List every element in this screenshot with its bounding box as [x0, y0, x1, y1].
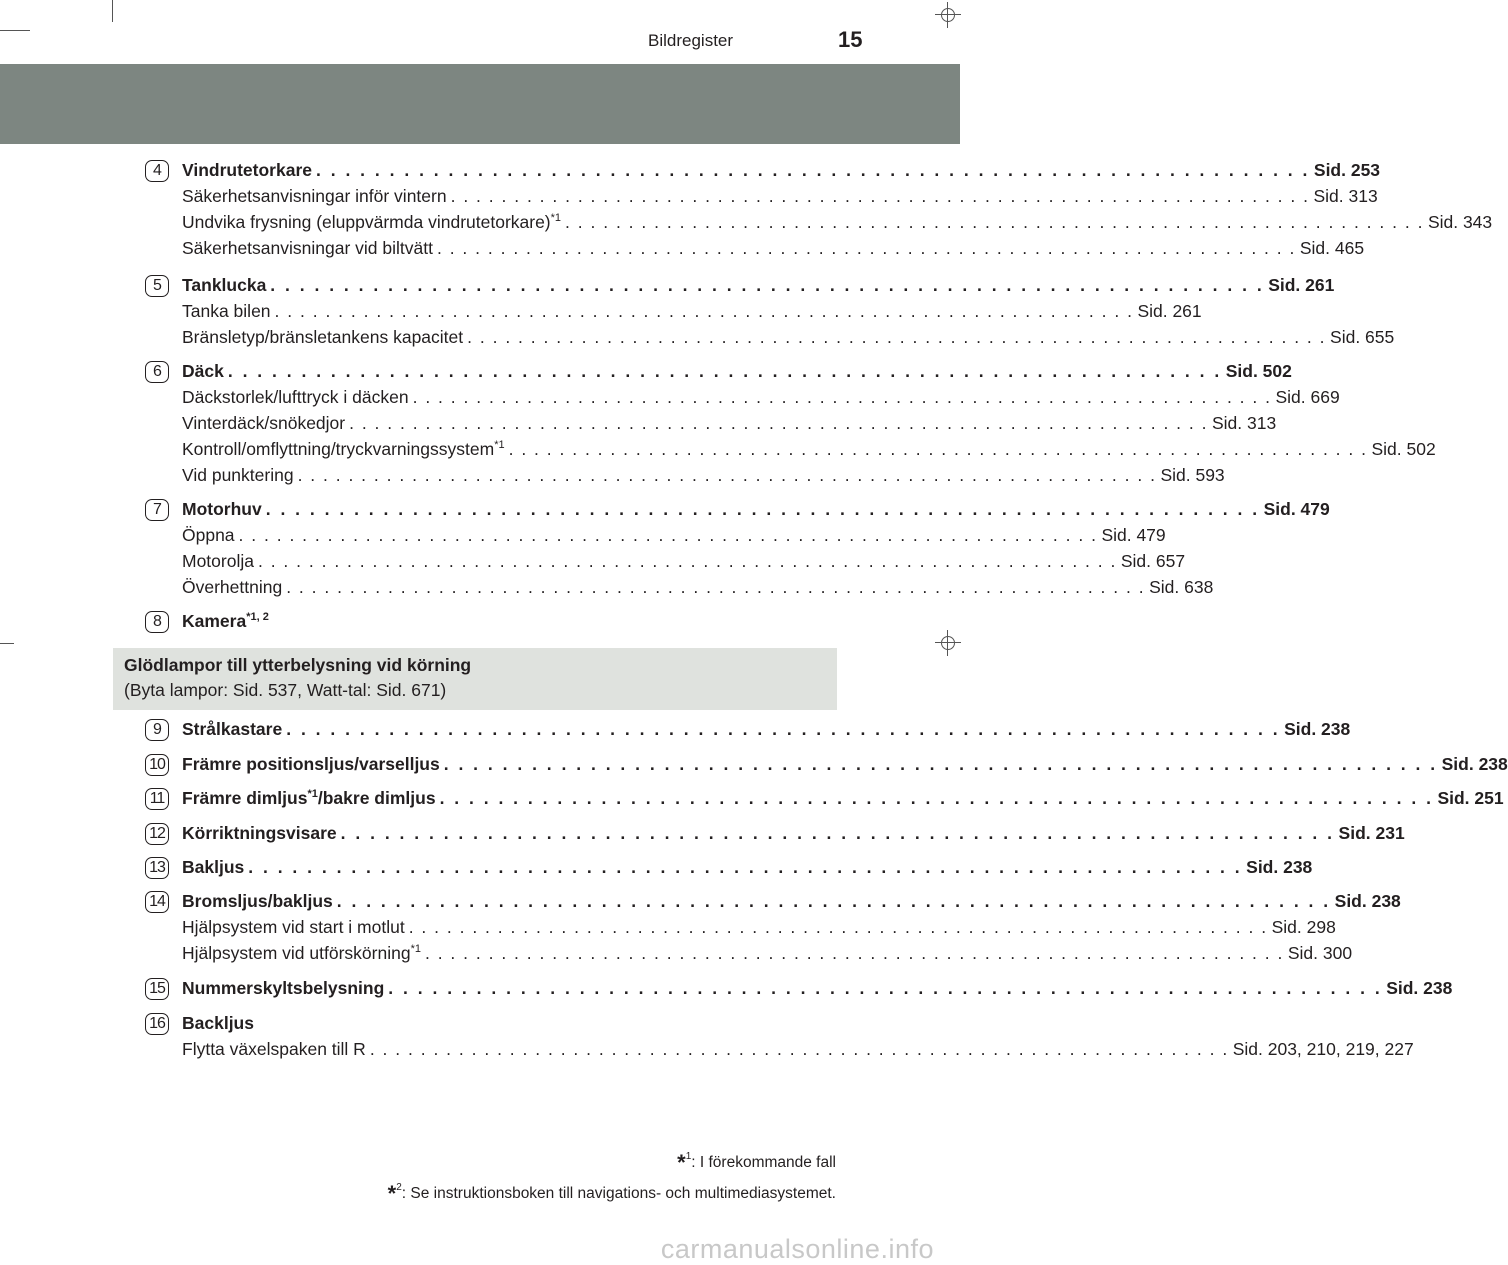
entry-5: [145, 275, 1395, 353]
page-reference: Sid. 669: [1275, 387, 1340, 407]
item-label: Säkerhetsanvisningar inför vintern: [182, 186, 447, 206]
page-reference: Sid. 300: [1287, 943, 1353, 963]
item-label: Motorolja: [182, 551, 254, 571]
item-label: Tanklucka: [182, 275, 267, 295]
page-reference: Sid. 238: [1334, 891, 1401, 911]
page-reference: Sid. 238: [1246, 857, 1313, 877]
dot-leader: . . . . . . . . . . . . . . . . . . . . . . . . . . . . . . . . . . . . . . . . . . . . . . . . . . . . . . . . . . . . . . . . . . . .: [508, 439, 1368, 459]
footnote-marker: *1: [410, 943, 421, 955]
item-label: Nummerskyltsbelysning: [182, 978, 385, 998]
entry-11: [145, 788, 1504, 814]
page-reference: Sid. 238: [1441, 754, 1508, 774]
entry-15: [145, 978, 1453, 1004]
dot-leader: . . . . . . . . . . . . . . . . . . . . . . . . . . . . . . . . . . . . . . . . . . . . . . . . . . . . . . . . . . . . . . . . . . . .: [265, 499, 1260, 519]
page-reference: Sid. 502: [1225, 361, 1292, 381]
page-reference: Sid. 231: [1338, 823, 1405, 843]
dot-leader: . . . . . . . . . . . . . . . . . . . . . . . . . . . . . . . . . . . . . . . . . . . . . . . . . . . . . . . . . . . . . . . . . . . .: [274, 301, 1134, 321]
item-label: Däckstorlek/lufttryck i däcken: [182, 387, 409, 407]
dot-leader: . . . . . . . . . . . . . . . . . . . . . . . . . . . . . . . . . . . . . . . . . . . . . . . . . . . . . . . . . . . . . . . . . . . .: [349, 413, 1208, 433]
item-label: Hjälpsystem vid utförskörning$^{*1}$: [182, 943, 421, 963]
crop-mark: [112, 0, 113, 22]
page-reference: Sid. 261: [1137, 301, 1202, 321]
item-label: Körriktningsvisare: [182, 823, 337, 843]
dot-leader: . . . . . . . . . . . . . . . . . . . . . . . . . . . . . . . . . . . . . . . . . . . . . . . . . . . . . . . . . . . . . . . . . . . .: [369, 1039, 1229, 1059]
entry-subitem: [182, 465, 1225, 491]
item-label: Säkerhetsanvisningar vid biltvätt: [182, 238, 433, 258]
entry-14: [145, 891, 1401, 969]
entry-subitem: [182, 943, 1353, 969]
entry-subitem: [182, 525, 1166, 551]
dot-leader: . . . . . . . . . . . . . . . . . . . . . . . . . . . . . . . . . . . . . . . . . . . . . . . . . . . . . . . . . . . . . . . . . . . .: [238, 525, 1098, 545]
item-label: Överhettning: [182, 577, 283, 597]
callout-number-badge: 15: [145, 978, 169, 1000]
callout-number-badge: 11: [145, 788, 169, 810]
page-reference: Sid. 657: [1120, 551, 1186, 571]
entry-subitem: [182, 577, 1214, 603]
entry-subitem: [182, 238, 1365, 264]
entry-heading: [182, 978, 1453, 1004]
dot-leader: . . . . . . . . . . . . . . . . . . . . . . . . . . . . . . . . . . . . . . . . . . . . . . . . . . . . . . . . . . . . . . . . . . . .: [467, 327, 1327, 347]
dot-leader: . . . . . . . . . . . . . . . . . . . . . . . . . . . . . . . . . . . . . . . . . . . . . . . . . . . . . . . . . . . . . . . . . . . .: [436, 238, 1296, 258]
dot-leader: . . . . . . . . . . . . . . . . . . . . . . . . . . . . . . . . . . . . . . . . . . . . . . . . . . . . . . . . . . . . . . . . . . . .: [439, 788, 1434, 808]
bulb-section-box: [113, 648, 837, 710]
footnote-2: *$^2$: Se instruktionsboken till navigations- och multimediasystemet.: [387, 1181, 836, 1206]
item-label: Backljus: [182, 1013, 254, 1033]
item-label: Bromsljus/bakljus: [182, 891, 333, 911]
item-label: Öppna: [182, 525, 235, 545]
bulb-section-title: Glödlampor till ytterbelysning vid körning: [124, 655, 472, 675]
dot-leader: . . . . . . . . . . . . . . . . . . . . . . . . . . . . . . . . . . . . . . . . . . . . . . . . . . . . . . . . . . . . . . . . . . . .: [565, 212, 1424, 232]
entry-heading: [182, 857, 1313, 883]
footnote-marker: *1, 2: [246, 611, 269, 623]
item-label: Vindrutetorkare: [182, 160, 312, 180]
page-reference: Sid. 343: [1427, 212, 1493, 232]
callout-number-badge: 16: [145, 1013, 169, 1035]
item-label: Strålkastare: [182, 719, 283, 739]
page-reference: Sid. 313: [1212, 413, 1277, 433]
entry-subitem: [182, 551, 1186, 577]
dot-leader: . . . . . . . . . . . . . . . . . . . . . . . . . . . . . . . . . . . . . . . . . . . . . . . . . . . . . . . . . . . . . . . . . . . .: [270, 275, 1265, 295]
crop-mark: [0, 30, 30, 31]
callout-number-badge: 8: [145, 611, 169, 633]
page-reference: Sid. 465: [1299, 238, 1365, 258]
entry-heading: [182, 891, 1401, 917]
page-reference: Sid. 251: [1437, 788, 1504, 808]
entry-subitem: [182, 212, 1493, 238]
item-label: Främre positionsljus/varselljus: [182, 754, 440, 774]
page-number: 15: [838, 27, 863, 52]
entry-subitem: [182, 327, 1395, 353]
entry-4: [145, 160, 1493, 264]
page-reference: Sid. 502: [1371, 439, 1436, 459]
entry-heading: [182, 499, 1330, 525]
item-label: Flytta växelspaken till R: [182, 1039, 366, 1059]
watermark: carmanualsonline.info: [660, 1234, 934, 1264]
callout-number-badge: 10: [145, 754, 169, 776]
footnote-marker: *1: [494, 439, 505, 451]
entry-heading: [182, 275, 1335, 301]
entry-subitem: [182, 186, 1378, 212]
callout-number-badge: 14: [145, 891, 169, 913]
dot-leader: . . . . . . . . . . . . . . . . . . . . . . . . . . . . . . . . . . . . . . . . . . . . . . . . . . . . . . . . . . . . . . . . . . . .: [450, 186, 1310, 206]
callout-number-badge: 7: [145, 499, 169, 521]
item-label: Främre dimljus$^{*1}$/bakre dimljus: [182, 788, 436, 808]
dot-leader: . . . . . . . . . . . . . . . . . . . . . . . . . . . . . . . . . . . . . . . . . . . . . . . . . . . . . . . . . . . . . . . . . . . .: [443, 754, 1438, 774]
page-reference: Sid. 479: [1101, 525, 1166, 545]
registration-mark: [935, 630, 961, 656]
dot-leader: . . . . . . . . . . . . . . . . . . . . . . . . . . . . . . . . . . . . . . . . . . . . . . . . . . . . . . . . . . . . . . . . . . . .: [227, 361, 1222, 381]
entry-9: [145, 719, 1351, 745]
footnote-marker: *1: [307, 788, 318, 800]
entry-subitem: [182, 413, 1277, 439]
entry-10: [145, 754, 1508, 780]
section-title: Bildregister: [648, 31, 734, 50]
item-label: Vid punktering: [182, 465, 294, 485]
entry-heading: [182, 788, 1504, 814]
callout-number-badge: 12: [145, 823, 169, 845]
page-reference: Sid. 238: [1386, 978, 1453, 998]
item-label: Hjälpsystem vid start i motlut: [182, 917, 405, 937]
page-reference: Sid. 638: [1149, 577, 1214, 597]
page-reference: Sid. 593: [1160, 465, 1225, 485]
dot-leader: . . . . . . . . . . . . . . . . . . . . . . . . . . . . . . . . . . . . . . . . . . . . . . . . . . . . . . . . . . . . . . . . . . . .: [286, 577, 1146, 597]
callout-number-badge: 5: [145, 275, 169, 297]
entry-8: [145, 611, 801, 637]
item-label: Kamera$^{*1, 2}$: [182, 611, 269, 631]
dot-leader: . . . . . . . . . . . . . . . . . . . . . . . . . . . . . . . . . . . . . . . . . . . . . . . . . . . . . . . . . . . . . . . . . . . .: [257, 551, 1117, 571]
item-label: Vinterdäck/snökedjor: [182, 413, 346, 433]
footnote-1: *$^1$: I förekommande fall: [677, 1150, 836, 1175]
entry-heading: [182, 160, 1381, 186]
callout-number-badge: 4: [145, 160, 169, 182]
page-reference: Sid. 238: [1284, 719, 1351, 739]
entry-13: [145, 857, 1313, 883]
entry-6: [145, 361, 1436, 491]
entry-heading: [182, 719, 1351, 745]
entry-heading: [182, 611, 801, 637]
entry-subitem: [182, 439, 1436, 465]
page-reference: Sid. 261: [1268, 275, 1335, 295]
entry-12: [145, 823, 1405, 849]
callout-number-badge: 9: [145, 719, 169, 741]
bulb-section-subtitle: (Byta lampor: Sid. 537, Watt-tal: Sid. 671): [124, 680, 447, 700]
page-reference: Sid. 203, 210, 219, 227: [1232, 1039, 1414, 1059]
dot-leader: . . . . . . . . . . . . . . . . . . . . . . . . . . . . . . . . . . . . . . . . . . . . . . . . . . . . . . . . . . . . . . . . . . . .: [248, 857, 1243, 877]
item-label: Bränsletyp/bränsletankens kapacitet: [182, 327, 464, 347]
entry-heading: [182, 1013, 801, 1039]
page-reference: Sid. 298: [1271, 917, 1336, 937]
item-label: Tanka bilen: [182, 301, 271, 321]
item-label: Bakljus: [182, 857, 245, 877]
header-band: [0, 64, 960, 144]
entry-subitem: [182, 1039, 1414, 1065]
entry-heading: [182, 823, 1405, 849]
callout-number-badge: 13: [145, 857, 169, 879]
item-label: Undvika frysning (eluppvärmda vindrutetorkare)$^{*1}$: [182, 212, 562, 232]
item-label: Kontroll/omflyttning/tryckvarningssystem$^{*1}$: [182, 439, 505, 459]
page-reference: Sid. 313: [1313, 186, 1378, 206]
entry-subitem: [182, 387, 1340, 413]
page-reference: Sid. 253: [1313, 160, 1381, 180]
entry-heading: [182, 361, 1292, 387]
dot-leader: . . . . . . . . . . . . . . . . . . . . . . . . . . . . . . . . . . . . . . . . . . . . . . . . . . . . . . . . . . . . . . . . . . . .: [388, 978, 1383, 998]
entry-subitem: [182, 301, 1202, 327]
page-reference: Sid. 479: [1263, 499, 1330, 519]
dot-leader: . . . . . . . . . . . . . . . . . . . . . . . . . . . . . . . . . . . . . . . . . . . . . . . . . . . . . . . . . . . . . . . . . . . .: [316, 160, 1310, 180]
dot-leader: . . . . . . . . . . . . . . . . . . . . . . . . . . . . . . . . . . . . . . . . . . . . . . . . . . . . . . . . . . . . . . . . . . . .: [412, 387, 1272, 407]
registration-mark: [935, 2, 961, 28]
entry-16: [145, 1013, 1414, 1065]
dot-leader: . . . . . . . . . . . . . . . . . . . . . . . . . . . . . . . . . . . . . . . . . . . . . . . . . . . . . . . . . . . . . . . . . . . .: [297, 465, 1157, 485]
dot-leader: . . . . . . . . . . . . . . . . . . . . . . . . . . . . . . . . . . . . . . . . . . . . . . . . . . . . . . . . . . . . . . . . . . . .: [286, 719, 1281, 739]
footnote-marker: *1: [550, 212, 562, 224]
item-label: Däck: [182, 361, 224, 381]
dot-leader: . . . . . . . . . . . . . . . . . . . . . . . . . . . . . . . . . . . . . . . . . . . . . . . . . . . . . . . . . . . . . . . . . . . .: [408, 917, 1268, 937]
dot-leader: . . . . . . . . . . . . . . . . . . . . . . . . . . . . . . . . . . . . . . . . . . . . . . . . . . . . . . . . . . . . . . . . . . . .: [424, 943, 1284, 963]
item-label: Motorhuv: [182, 499, 262, 519]
entry-heading: [182, 754, 1508, 780]
dot-leader: . . . . . . . . . . . . . . . . . . . . . . . . . . . . . . . . . . . . . . . . . . . . . . . . . . . . . . . . . . . . . . . . . . . .: [336, 891, 1331, 911]
callout-number-badge: 6: [145, 361, 169, 383]
entry-7: [145, 499, 1330, 603]
crop-mark: [0, 643, 14, 644]
page-reference: Sid. 655: [1330, 327, 1395, 347]
dot-leader: . . . . . . . . . . . . . . . . . . . . . . . . . . . . . . . . . . . . . . . . . . . . . . . . . . . . . . . . . . . . . . . . . . . .: [340, 823, 1335, 843]
entry-subitem: [182, 917, 1336, 943]
